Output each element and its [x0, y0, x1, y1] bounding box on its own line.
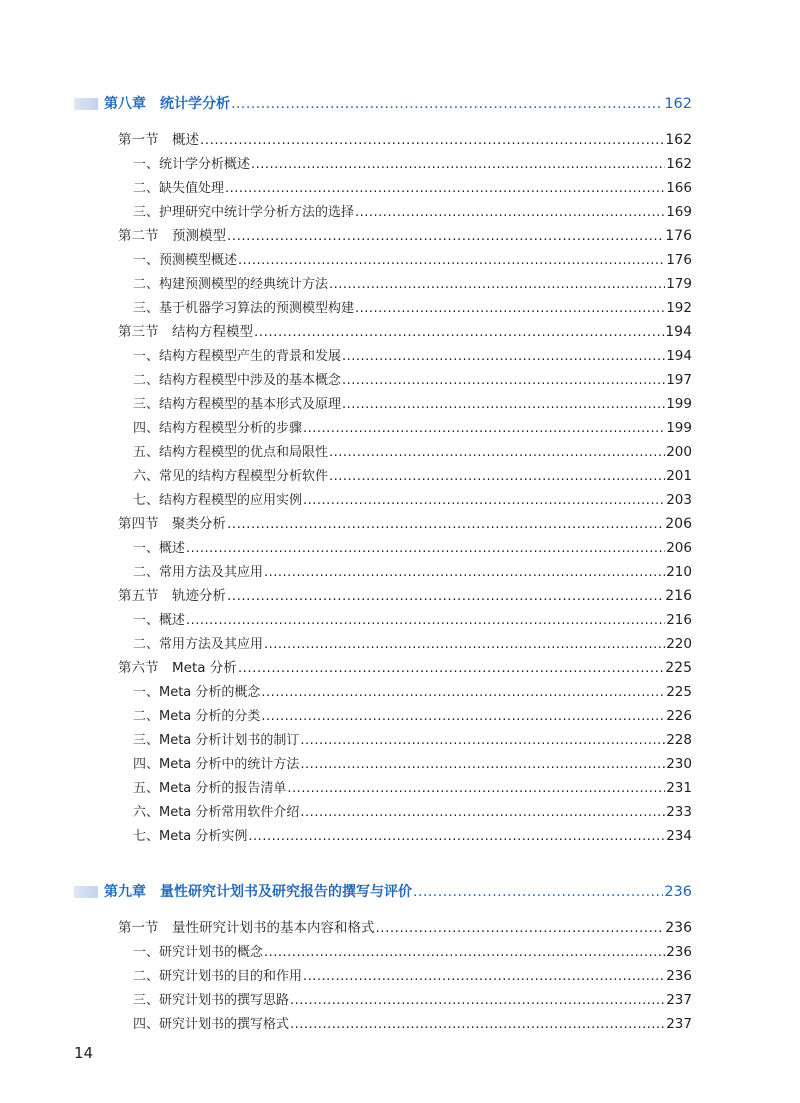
toc-section-title: 第三节 结构方程模型 — [118, 324, 253, 340]
dot-leader — [264, 633, 665, 657]
toc-item-page: 166 — [666, 180, 692, 196]
toc-item-page: 220 — [666, 636, 692, 652]
toc-section[interactable] — [118, 656, 692, 680]
toc-section[interactable] — [118, 916, 692, 940]
toc-chapter-page: 236 — [664, 884, 692, 900]
toc-item-page: 206 — [666, 540, 692, 556]
toc-item-page: 225 — [666, 684, 692, 700]
toc-item-title: 二、Meta 分析的分类 — [133, 709, 261, 724]
toc-item-page: 179 — [666, 276, 692, 292]
toc-item-page: 201 — [666, 468, 692, 484]
toc-chapter-page: 162 — [664, 96, 692, 112]
toc-item-title: 六、常见的结构方程模型分析软件 — [133, 469, 329, 484]
dot-leader — [287, 777, 665, 801]
dot-leader — [290, 989, 665, 1013]
dot-leader — [329, 273, 665, 297]
toc-item[interactable] — [133, 728, 692, 752]
toc-item[interactable] — [133, 296, 692, 320]
page-number: 14 — [74, 1044, 94, 1062]
toc-item-title: 一、统计学分析概述 — [133, 157, 251, 172]
toc-item-page: 200 — [666, 444, 692, 460]
dot-leader — [290, 1013, 665, 1037]
dot-leader — [200, 128, 664, 152]
toc-item[interactable] — [133, 488, 692, 512]
dot-leader — [300, 753, 665, 777]
dot-leader — [303, 965, 665, 989]
toc-item-page: 236 — [666, 968, 692, 984]
toc-item-title: 二、常用方法及其应用 — [133, 637, 264, 652]
toc-section[interactable] — [118, 128, 692, 152]
toc-section[interactable] — [118, 320, 692, 344]
toc-item[interactable] — [133, 680, 692, 704]
toc-item[interactable] — [133, 464, 692, 488]
toc-item-title: 一、概述 — [133, 541, 186, 556]
dot-leader — [342, 393, 665, 417]
dot-leader — [186, 609, 665, 633]
toc-section-title: 第五节 轨迹分析 — [118, 588, 226, 604]
chapter-marker-bar — [74, 98, 98, 110]
toc-item-page: 234 — [666, 828, 692, 844]
toc-item[interactable] — [133, 392, 692, 416]
toc-item[interactable] — [133, 416, 692, 440]
toc-section-page: 236 — [665, 920, 692, 936]
dot-leader — [376, 916, 665, 940]
dot-leader — [225, 177, 665, 201]
toc-item-page: 192 — [666, 300, 692, 316]
toc-section-page: 162 — [665, 132, 692, 148]
dot-leader — [227, 512, 664, 536]
dot-leader — [254, 320, 664, 344]
dot-leader — [355, 297, 665, 321]
toc-section-title: 第六节 Meta 分析 — [118, 660, 237, 676]
toc-item-title: 七、结构方程模型的应用实例 — [133, 493, 303, 508]
toc-item-page: 199 — [666, 420, 692, 436]
toc-item-title: 二、研究计划书的目的和作用 — [133, 969, 303, 984]
dot-leader — [238, 656, 664, 680]
toc-item-title: 二、构建预测模型的经典统计方法 — [133, 277, 329, 292]
toc-section-page: 216 — [665, 588, 692, 604]
dot-leader — [300, 729, 665, 753]
dot-leader — [329, 441, 665, 465]
toc-item[interactable] — [133, 368, 692, 392]
dot-leader — [231, 92, 663, 116]
toc-item-page: 216 — [666, 612, 692, 628]
dot-leader — [329, 465, 665, 489]
toc-section[interactable] — [118, 584, 692, 608]
toc-item-title: 一、结构方程模型产生的背景和发展 — [133, 349, 342, 364]
toc-item[interactable] — [133, 176, 692, 200]
toc-item[interactable] — [133, 560, 692, 584]
toc-item-page: 237 — [666, 1016, 692, 1032]
toc-item-title: 一、预测模型概述 — [133, 253, 238, 268]
toc-section-page: 225 — [665, 660, 692, 676]
toc-section-page: 176 — [665, 228, 692, 244]
toc-item-page: 210 — [666, 564, 692, 580]
toc-chapter-title: 第九章 量性研究计划书及研究报告的撰写与评价 — [104, 884, 412, 900]
toc-item-title: 三、研究计划书的撰写思路 — [133, 993, 290, 1008]
toc-item[interactable] — [133, 776, 692, 800]
toc-item-title: 二、常用方法及其应用 — [133, 565, 264, 580]
toc-item-page: 203 — [666, 492, 692, 508]
toc-section-page: 194 — [665, 324, 692, 340]
toc-item-title: 六、Meta 分析常用软件介绍 — [133, 805, 300, 820]
toc-section-title: 第四节 聚类分析 — [118, 516, 226, 532]
toc-item-title: 一、Meta 分析的概念 — [133, 685, 261, 700]
dot-leader — [227, 224, 664, 248]
toc-item-title: 五、结构方程模型的优点和局限性 — [133, 445, 329, 460]
toc-item[interactable] — [133, 272, 692, 296]
toc-item-page: 162 — [666, 156, 692, 172]
toc-item-page: 194 — [666, 348, 692, 364]
toc-item[interactable] — [133, 704, 692, 728]
toc-section-title: 第一节 量性研究计划书的基本内容和格式 — [118, 920, 375, 936]
toc-item-page: 176 — [666, 252, 692, 268]
toc-item-page: 228 — [666, 732, 692, 748]
toc-section-title: 第一节 概述 — [118, 132, 199, 148]
toc-item-page: 226 — [666, 708, 692, 724]
toc-item-title: 五、Meta 分析的报告清单 — [133, 781, 287, 796]
toc-item-page: 231 — [666, 780, 692, 796]
toc-chapter[interactable] — [104, 92, 692, 116]
dot-leader — [261, 681, 665, 705]
toc-item[interactable] — [133, 988, 692, 1012]
dot-leader — [186, 537, 665, 561]
toc-item[interactable] — [133, 964, 692, 988]
dot-leader — [248, 825, 665, 849]
dot-leader — [413, 880, 663, 904]
toc-item-page: 169 — [666, 204, 692, 220]
toc-item[interactable] — [133, 200, 692, 224]
chapter-marker-bar — [74, 886, 98, 898]
toc-item[interactable] — [133, 940, 692, 964]
dot-leader — [238, 249, 665, 273]
toc-item[interactable] — [133, 536, 692, 560]
dot-leader — [251, 153, 665, 177]
toc-item[interactable] — [133, 344, 692, 368]
dot-leader — [300, 801, 665, 825]
toc-item-page: 197 — [666, 372, 692, 388]
toc-item[interactable] — [133, 824, 692, 848]
dot-leader — [264, 561, 665, 585]
toc-section-page: 206 — [665, 516, 692, 532]
dot-leader — [227, 584, 664, 608]
toc-item-page: 233 — [666, 804, 692, 820]
toc-item-title: 三、Meta 分析计划书的制订 — [133, 733, 300, 748]
toc-item[interactable] — [133, 440, 692, 464]
toc-item-page: 236 — [666, 944, 692, 960]
dot-leader — [342, 369, 665, 393]
toc-item[interactable] — [133, 248, 692, 272]
toc-item[interactable] — [133, 1012, 692, 1036]
toc-item-title: 七、Meta 分析实例 — [133, 829, 248, 844]
dot-leader — [261, 705, 665, 729]
toc-chapter[interactable] — [104, 880, 692, 904]
toc-item[interactable] — [133, 752, 692, 776]
toc-item[interactable] — [133, 152, 692, 176]
toc-item-title: 四、研究计划书的撰写格式 — [133, 1017, 290, 1032]
toc-item-title: 二、结构方程模型中涉及的基本概念 — [133, 373, 342, 388]
toc-section[interactable] — [118, 512, 692, 536]
toc-item-title: 一、概述 — [133, 613, 186, 628]
toc-item[interactable] — [133, 800, 692, 824]
dot-leader — [264, 941, 665, 965]
toc-item-page: 199 — [666, 396, 692, 412]
dot-leader — [355, 201, 665, 225]
dot-leader — [303, 417, 665, 441]
toc-item-page: 230 — [666, 756, 692, 772]
toc-item-title: 三、护理研究中统计学分析方法的选择 — [133, 205, 355, 220]
toc-item-page: 237 — [666, 992, 692, 1008]
toc-section-title: 第二节 预测模型 — [118, 228, 226, 244]
toc-item-title: 二、缺失值处理 — [133, 181, 225, 196]
toc-item[interactable] — [133, 608, 692, 632]
toc-item[interactable] — [133, 632, 692, 656]
toc-item-title: 四、结构方程模型分析的步骤 — [133, 421, 303, 436]
dot-leader — [303, 489, 665, 513]
toc-chapter-title: 第八章 统计学分析 — [104, 96, 230, 112]
toc-item-title: 一、研究计划书的概念 — [133, 945, 264, 960]
toc-section[interactable] — [118, 224, 692, 248]
dot-leader — [342, 345, 665, 369]
toc-item-title: 三、结构方程模型的基本形式及原理 — [133, 397, 342, 412]
toc-item-title: 三、基于机器学习算法的预测模型构建 — [133, 301, 355, 316]
toc-item-title: 四、Meta 分析中的统计方法 — [133, 757, 300, 772]
